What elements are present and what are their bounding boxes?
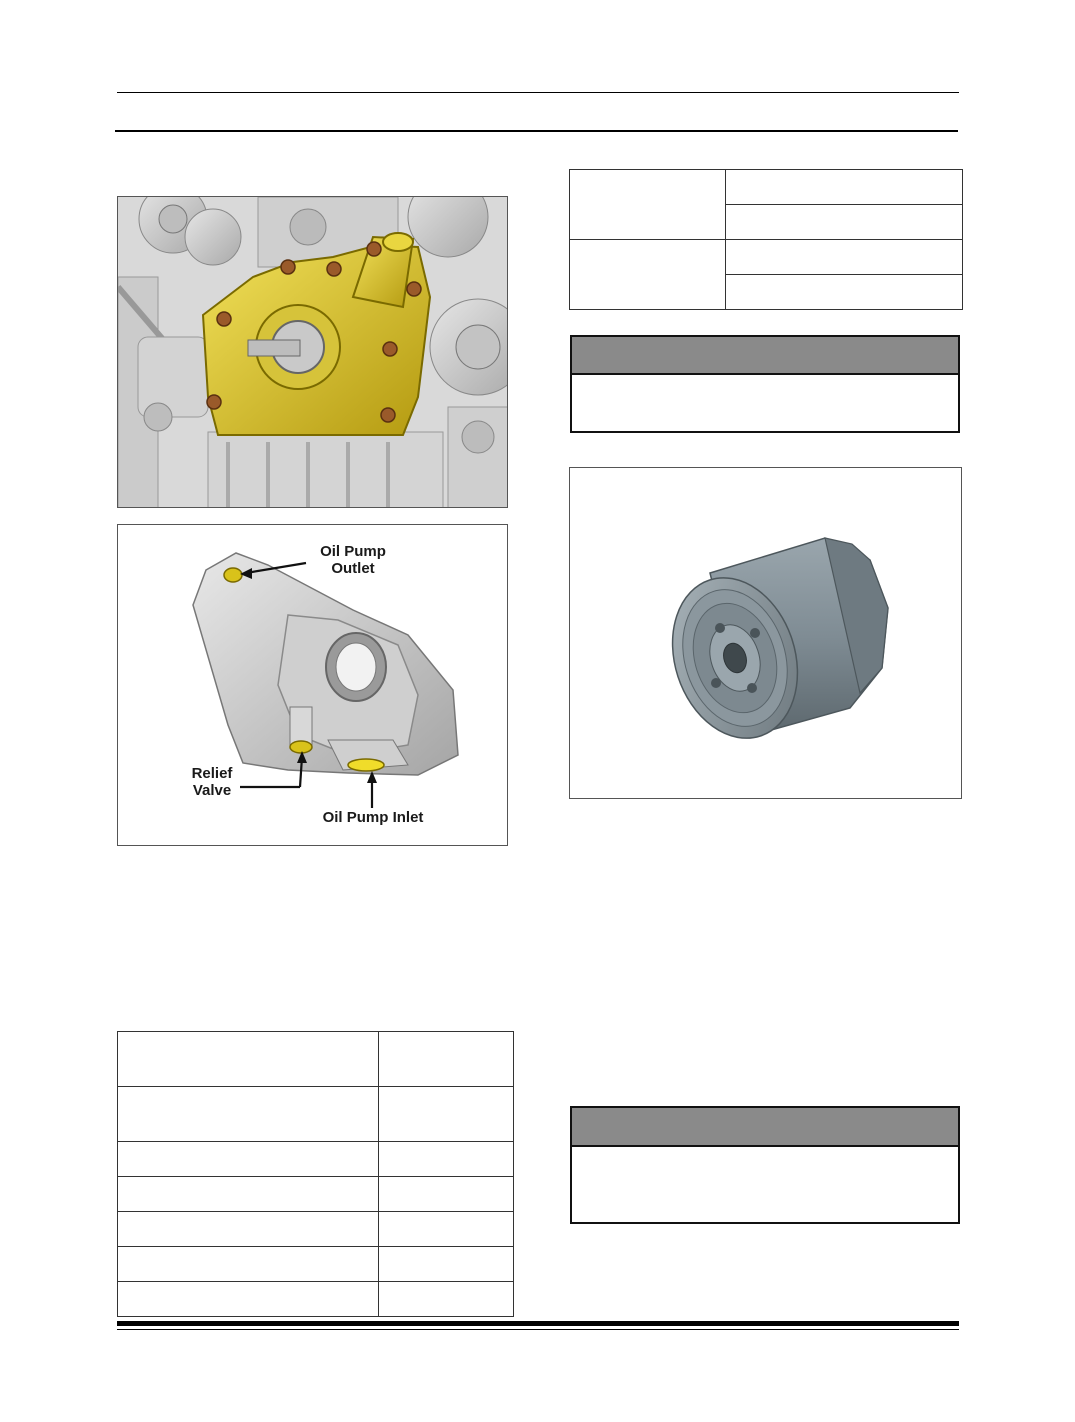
table-cell bbox=[379, 1212, 514, 1247]
table-cell bbox=[118, 1247, 379, 1282]
table-cell bbox=[118, 1087, 379, 1142]
table-cell bbox=[379, 1032, 514, 1087]
note-box-body bbox=[572, 1147, 958, 1163]
header-rule-top bbox=[117, 92, 959, 93]
table-cell bbox=[379, 1177, 514, 1212]
table-cell bbox=[726, 205, 963, 240]
table-cell bbox=[118, 1177, 379, 1212]
spec-table-bottom bbox=[117, 1031, 514, 1317]
table-cell bbox=[379, 1247, 514, 1282]
table-cell bbox=[118, 1282, 379, 1317]
header-rule-bottom bbox=[115, 130, 958, 132]
table-cell bbox=[726, 170, 963, 205]
oil-filter-illustration bbox=[570, 468, 962, 799]
note-box-header bbox=[572, 1108, 958, 1147]
engine-illustration bbox=[118, 197, 508, 508]
table-cell bbox=[726, 275, 963, 310]
oil-pump-outlet-callout: Oil Pump Outlet bbox=[320, 543, 386, 577]
note-box-1 bbox=[570, 335, 960, 433]
oil-filter-figure bbox=[569, 467, 962, 799]
note-box-body bbox=[572, 375, 958, 391]
relief-valve-callout: Relief Valve bbox=[191, 765, 233, 799]
table-cell bbox=[570, 240, 726, 310]
table-cell bbox=[726, 240, 963, 275]
table-cell bbox=[379, 1142, 514, 1177]
table-cell bbox=[570, 170, 726, 240]
engine-oil-pump-figure bbox=[117, 196, 508, 508]
table-cell bbox=[118, 1032, 379, 1087]
table-cell bbox=[118, 1212, 379, 1247]
table-cell bbox=[379, 1282, 514, 1317]
table-cell bbox=[379, 1087, 514, 1142]
oil-pump-inlet-callout: Oil Pump Inlet bbox=[322, 809, 424, 826]
note-box-2 bbox=[570, 1106, 960, 1224]
footer-rule-thin bbox=[117, 1329, 959, 1330]
table-cell bbox=[118, 1142, 379, 1177]
note-box-header bbox=[572, 337, 958, 375]
footer-rule-thick bbox=[117, 1321, 959, 1326]
oil-pump-detail-figure bbox=[117, 524, 508, 846]
spec-table-top bbox=[569, 169, 963, 310]
